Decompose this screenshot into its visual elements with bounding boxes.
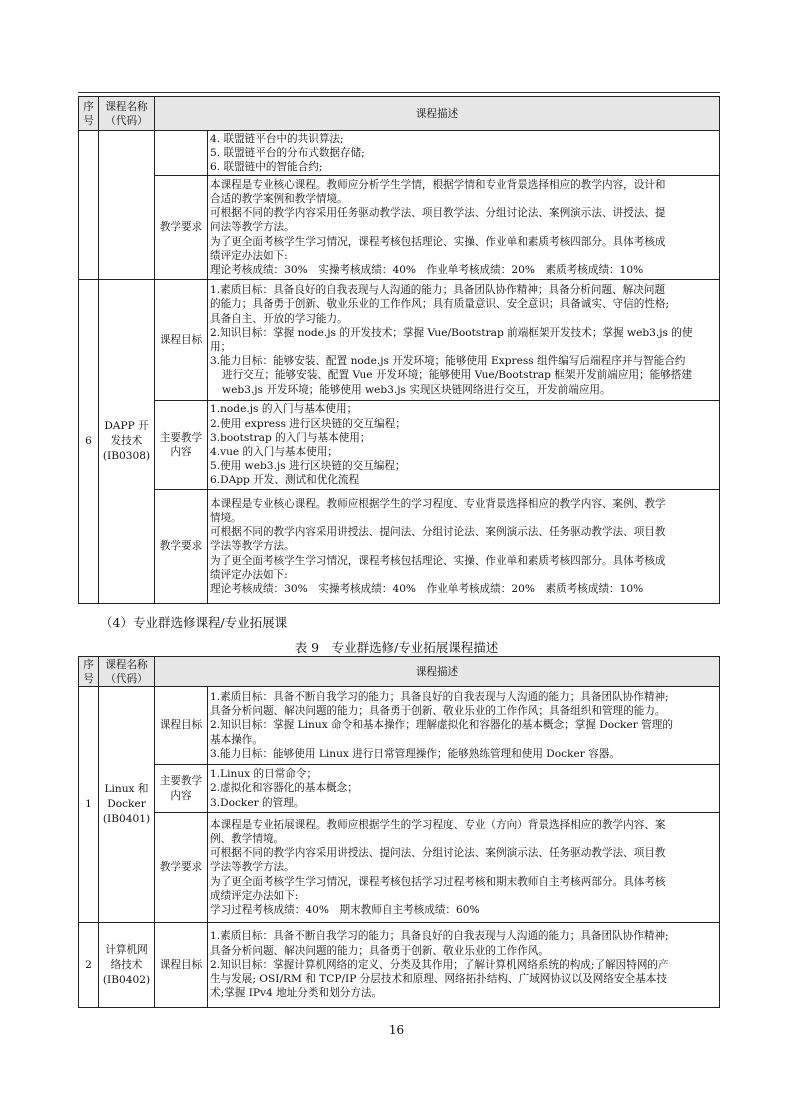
desc-line: 3.能力目标：能够使用 Linux 进行日常管理操作；能够熟练管理和使用 Docker 容器。: [210, 747, 620, 760]
course-1-name: Linux 和 Docker: [104, 783, 149, 810]
section-heading: （4）专业群选修课程/专业拓展课: [100, 615, 288, 630]
course-2-num: 2: [79, 923, 99, 1008]
course-table-9: [78, 656, 720, 1008]
course-1-goals-desc: [208, 687, 720, 765]
course-6-goals-label: 课程目标: [155, 280, 208, 401]
course-1-name-cell: [99, 687, 155, 923]
desc-line: 情境。: [210, 511, 242, 524]
course-1-num: 1: [79, 687, 99, 923]
course-table-8: [78, 96, 720, 604]
desc-line: 生与发展; OSI/RM 和 TCP/IP 分层技术和原理、网络拓扑结构、广域网协议以及网络安全基本技: [210, 973, 667, 986]
header-num: 序号: [79, 97, 99, 131]
desc-line: 本课程是专业核心课程。教师应分析学生学情，根据学情和专业背景选择相应的教学内容，设计和: [210, 178, 666, 191]
course-1-req-label: 教学要求: [155, 813, 208, 923]
prev-req-desc: [208, 176, 720, 280]
desc-line: 具备分析问题、解决问题的能力；具备勇于创新、敬业乐业的工作作风。: [210, 944, 549, 957]
desc-line: 绩评定办法如下:: [210, 568, 288, 581]
page-number: 16: [388, 1023, 405, 1037]
desc-line: 学法等教学方法。: [210, 540, 295, 553]
course-2-name-cell: [99, 923, 155, 1008]
course-2-name: 计算机网络技术: [105, 943, 148, 971]
course-1-content-desc: [208, 765, 720, 813]
desc-line: 5.使用 web3.js 进行区块链的交互编程；: [210, 460, 406, 473]
table-row: [79, 813, 720, 923]
course-2-code: (IB0402): [102, 973, 151, 986]
course-6-goals-desc: [208, 280, 720, 401]
desc-line: 2.知识目标：掌握计算机网络的定义、分类及其作用；了解计算机网络系统的构成;了解因特网的产: [210, 958, 669, 971]
table-header-row: [79, 657, 720, 687]
desc-line: web3.js 开发环境；能够使用 web3.js 实现区块链网络进行交互，开发前端应用。: [222, 383, 611, 396]
course-6-code: (IB0308): [102, 450, 151, 462]
desc-line: 可根据不同的教学内容采用讲授法、提问法、分组讨论法、案例演示法、任务驱动教学法、项目教: [210, 526, 666, 539]
desc-line: 2.知识目标：掌握 Linux 命令和基本操作；理解虚拟化和容器化的基本概念；掌握 Docker 管理的: [210, 719, 673, 732]
desc-line: 合适的教学案例和教学情境。: [210, 192, 348, 205]
desc-line: 5. 联盟链平台的分布式数据存储;: [210, 146, 365, 159]
table-row: [79, 176, 720, 280]
desc-line: 具备自主、开放的学习能力。: [210, 312, 348, 325]
desc-line: 6.DApp 开发、测试和优化流程: [210, 474, 360, 487]
course-1-content-label: 主要教学内容: [155, 765, 208, 813]
desc-line: 6. 联盟链中的智能合约;: [210, 161, 323, 174]
course-1-goals-label: 课程目标: [155, 687, 208, 765]
prev-req-label: 教学要求: [155, 176, 208, 280]
course-2-goals-label: 课程目标: [155, 923, 208, 1008]
header-rule: [78, 92, 720, 93]
desc-line: 的能力；具备勇于创新、敬业乐业的工作作风；具有质量意识、安全意识；具备诚实、守信的性格;: [210, 298, 670, 311]
table-row: [79, 280, 720, 401]
table-row: [79, 687, 720, 765]
table-header-row: [79, 97, 720, 131]
header-desc: 课程描述: [155, 657, 720, 687]
course-6-name: DAPP 开发技术: [104, 420, 149, 447]
desc-line: 3.bootstrap 的入门与基本使用；: [210, 431, 371, 444]
desc-line: 2.知识目标：掌握 node.js 的开发技术；掌握 Vue/Bootstrap 前端框架开发技术；掌握 web3.js 的使: [210, 326, 693, 339]
course-2-goals-desc: [208, 923, 720, 1008]
table-row: [79, 923, 720, 1008]
desc-line: 1.node.js 的入门与基本使用；: [210, 403, 358, 416]
course-6-name-cell: [99, 280, 155, 604]
desc-line: 为了更全面考核学生学习情况，课程考核包括理论、实操、作业单和素质考核四部分。具体考核成: [210, 554, 666, 567]
header-desc: 课程描述: [155, 97, 720, 131]
header-name: 课程名称（代码）: [99, 97, 155, 131]
header-num: 序号: [79, 657, 99, 687]
desc-line: 术;掌握 IPv4 地址分类和划分方法。: [210, 987, 383, 1000]
course-6-req-desc: [208, 490, 720, 604]
course-6-content-desc: [208, 401, 720, 490]
course-6-num: 6: [79, 280, 99, 604]
table-row: [79, 131, 720, 176]
desc-line: 1.素质目标：具备良好的自我表现与人沟通的能力；具备团队协作精神；具备分析问题、解决问题: [210, 284, 666, 297]
prev-content-cell: [208, 131, 720, 176]
desc-line: 理论考核成绩：30% 实操考核成绩：40% 作业单考核成绩：20% 素质考核成绩：10%: [210, 583, 644, 595]
desc-line: 具备分析问题、解决问题的能力；具备勇于创新、敬业乐业的工作作风；具备组织和管理的能力。: [210, 705, 666, 718]
desc-line: 2.虚拟化和容器化的基本概念；: [210, 782, 358, 795]
desc-line: 可根据不同的教学内容采用任务驱动教学法、项目教学法、分组讨论法、案例演示法、讲授法、提: [210, 207, 666, 220]
desc-line: 理论考核成绩：30% 实操考核成绩：40% 作业单考核成绩：20% 素质考核成绩：10%: [210, 264, 644, 276]
course-6-content-label: 主要教学内容: [155, 401, 208, 490]
header-name: 课程名称（代码）: [99, 657, 155, 687]
desc-line: 例、教学情境。: [210, 832, 285, 845]
desc-line: 进行交互；能够安装、配置 Vue 开发环境；能够使用 Vue/Bootstrap 框架开发前端应用；能够搭建: [222, 369, 693, 382]
prev-num-cell: [79, 131, 99, 280]
desc-line: 3.Docker 的管理。: [210, 796, 305, 809]
desc-line: 为了更全面考核学生学习情况，课程考核包括理论、实操、作业单和素质考核四部分。具体考核成: [210, 235, 666, 248]
course-1-code: (IB0401): [102, 813, 151, 825]
desc-line: 问法等教学方法。: [210, 221, 295, 234]
desc-line: 1.素质目标：具备不断自我学习的能力；具备良好的自我表现与人沟通的能力；具备团队协作精神;: [210, 930, 669, 943]
desc-line: 学法等教学方法。: [210, 861, 295, 874]
desc-line: 4.vue 的入门与基本使用；: [210, 446, 338, 458]
desc-line: 2.使用 express 进行区块链的交互编程；: [210, 417, 406, 430]
desc-line: 1.Linux 的日常命令；: [210, 768, 318, 781]
desc-line: 4. 联盟链平台中的共识算法;: [210, 132, 344, 145]
table-row: [79, 490, 720, 604]
desc-line: 基本操作。: [210, 733, 263, 746]
table-9-caption: 表 9 专业群选修/专业拓展课程描述: [294, 640, 499, 655]
desc-line: 3.能力目标：能够安装、配置 node.js 开发环境；能够使用 Express 组件编写后端程序并与智能合约: [210, 355, 686, 368]
prev-name-cell: [99, 131, 155, 280]
desc-line: 可根据不同的教学内容采用讲授法、提问法、分组讨论法、案例演示法、任务驱动教学法、项目教: [210, 847, 666, 860]
desc-line: 用；: [210, 341, 232, 353]
desc-line: 为了更全面考核学生学习情况，课程考核包括学习过程考核和期末教师自主考核两部分。具体考核: [210, 875, 666, 888]
table-row: [79, 401, 720, 490]
table-row: [79, 765, 720, 813]
course-1-req-desc: [208, 813, 720, 923]
desc-line: 成绩评定办法如下:: [210, 889, 299, 902]
course-6-req-label: 教学要求: [155, 490, 208, 604]
desc-line: 本课程是专业核心课程。教师应根据学生的学习程度、专业背景选择相应的教学内容、案例、教学: [210, 497, 666, 510]
desc-line: 绩评定办法如下:: [210, 249, 288, 262]
desc-line: 1.素质目标：具备不断自我学习的能力；具备良好的自我表现与人沟通的能力；具备团队协作精神;: [210, 690, 669, 703]
prev-type-cell: [155, 131, 208, 176]
desc-line: 本课程是专业拓展课程。教师应根据学生的学习程度、专业（方向）背景选择相应的教学内容、案: [210, 818, 666, 831]
desc-line: 学习过程考核成绩：40% 期末教师自主考核成绩：60%: [210, 904, 480, 916]
